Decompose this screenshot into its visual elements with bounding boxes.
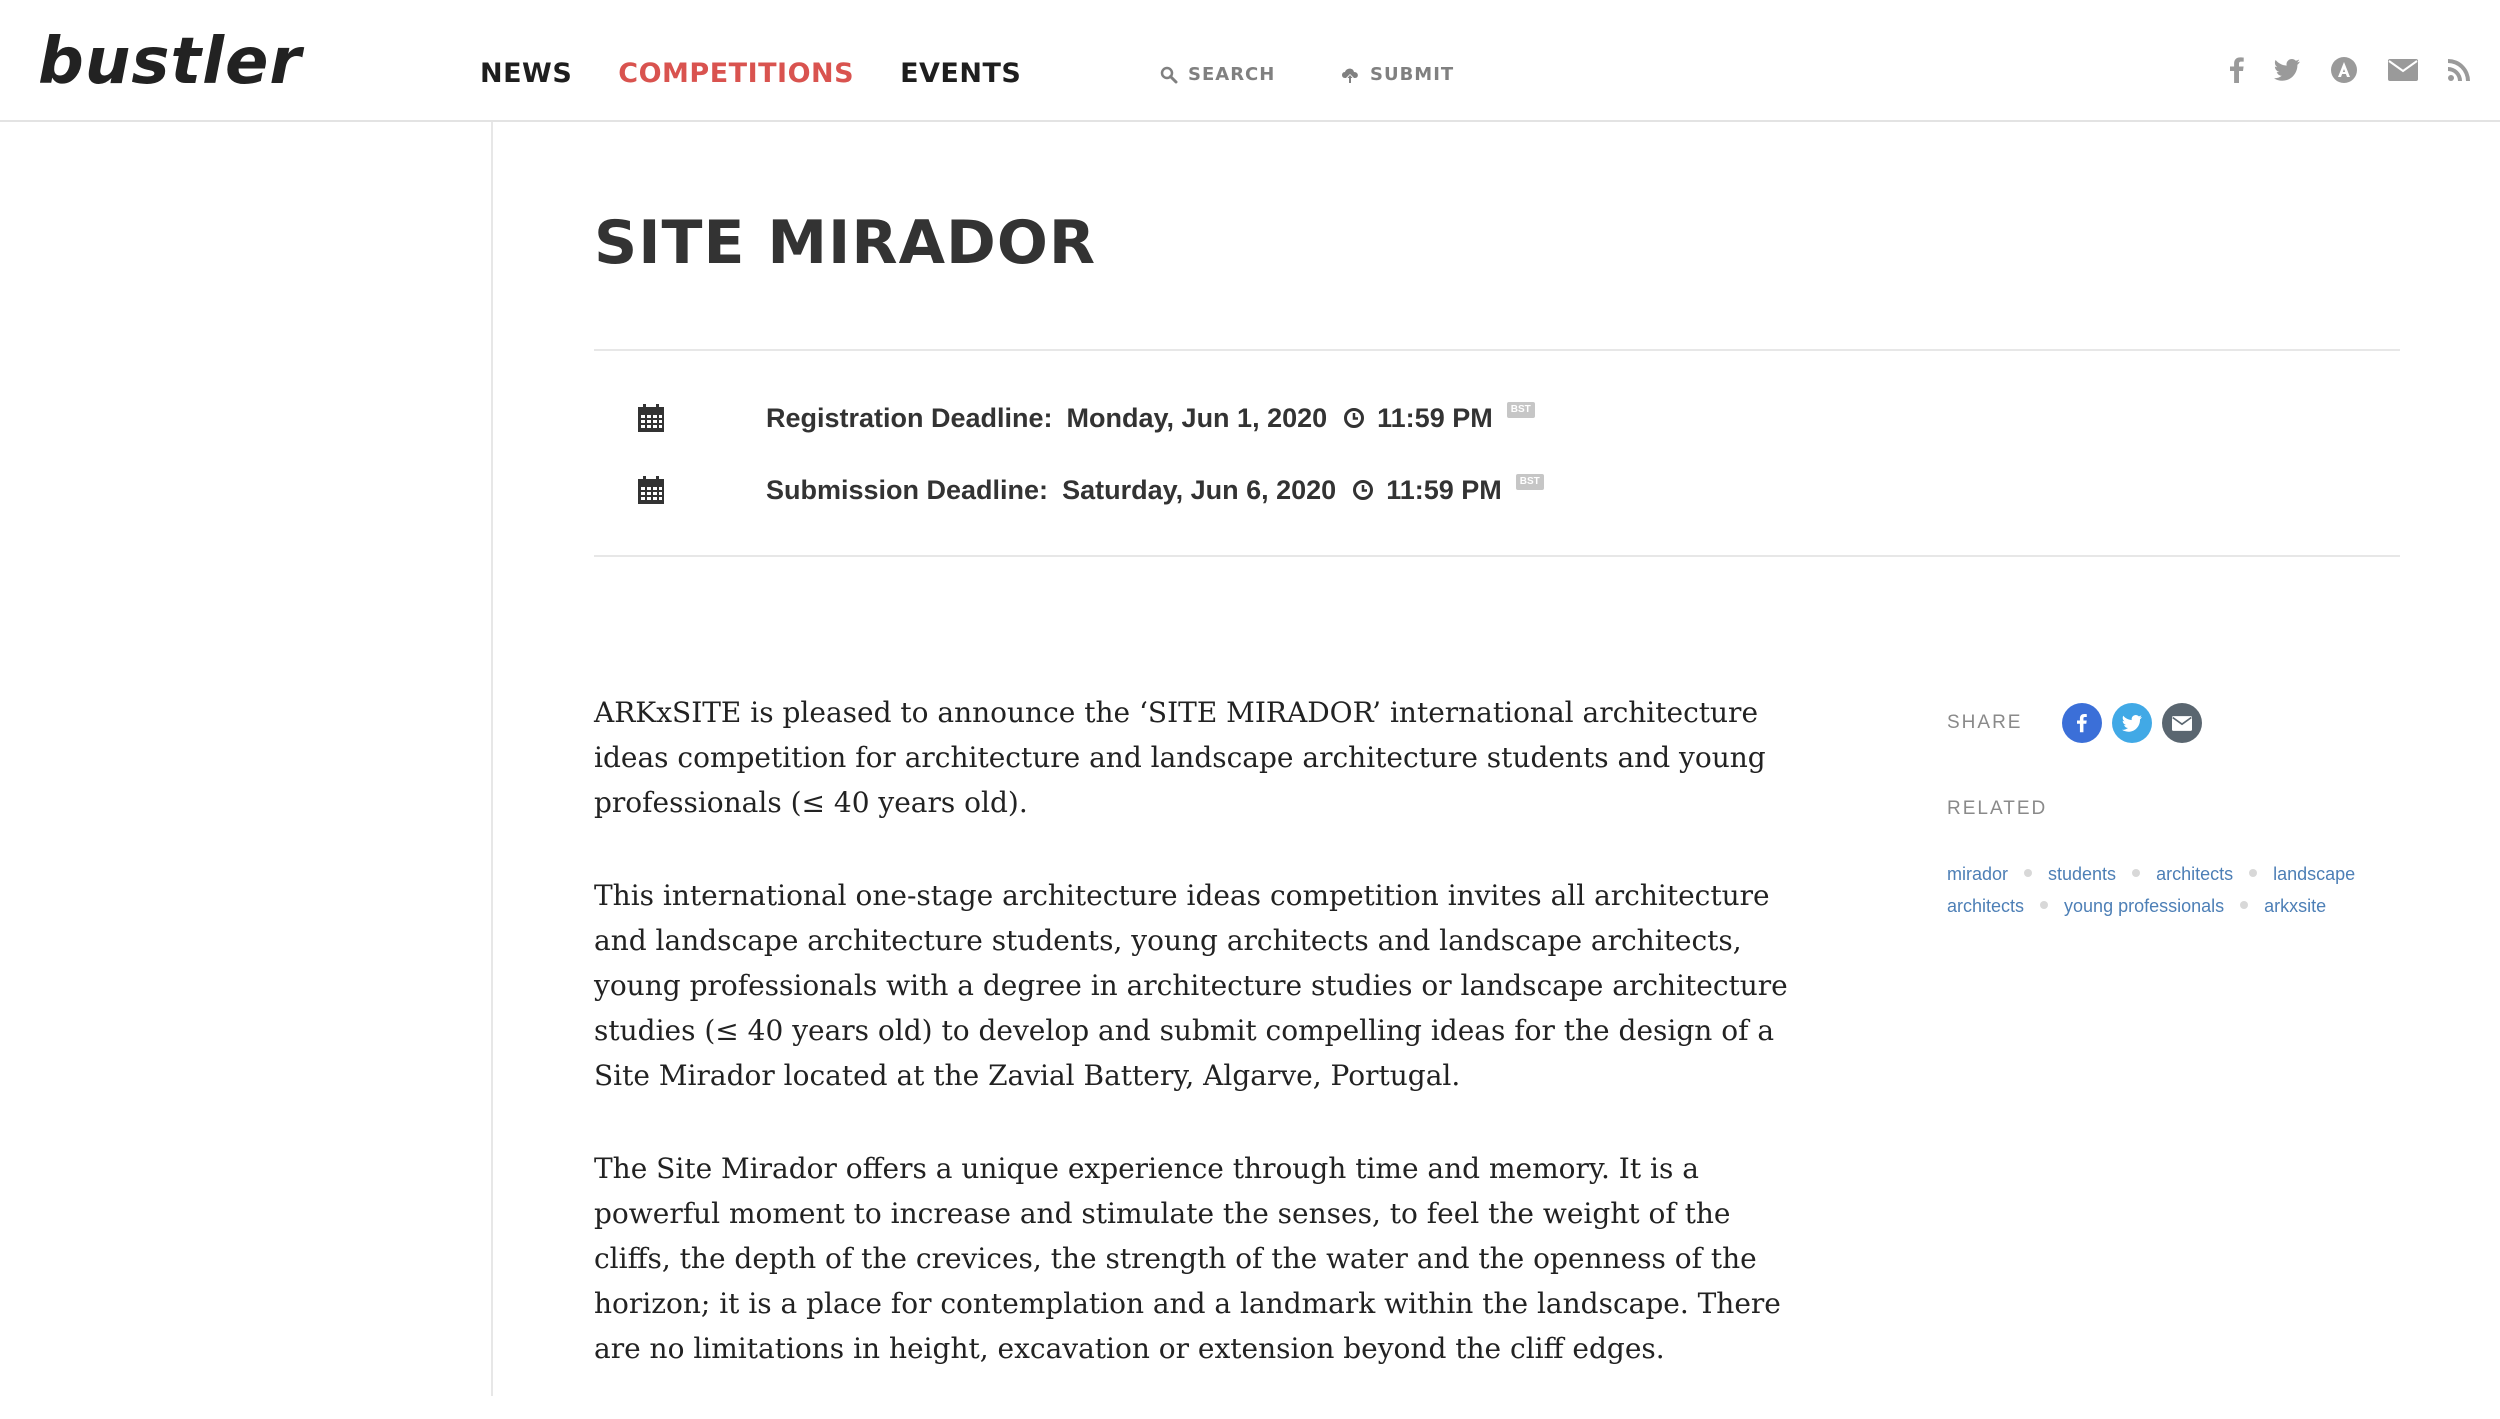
tag-link[interactable]: architects xyxy=(2156,864,2234,884)
divider-bottom xyxy=(594,555,2400,557)
deadline-date: Saturday, Jun 6, 2020 xyxy=(1062,474,1337,505)
calendar-icon xyxy=(638,404,664,432)
archdaily-icon[interactable] xyxy=(2330,56,2358,84)
upload-cloud-icon xyxy=(1340,66,1360,84)
clock-icon xyxy=(1352,479,1374,501)
submission-deadline xyxy=(594,468,1794,512)
facebook-icon[interactable] xyxy=(2230,57,2244,83)
nav-events[interactable]: EVENTS xyxy=(900,58,1022,89)
clock-icon xyxy=(1343,407,1365,429)
deadline-time: 11:59 PM xyxy=(1386,474,1502,505)
facebook-icon xyxy=(2077,713,2087,733)
related-tags xyxy=(1947,858,2367,922)
submit-label: SUBMIT xyxy=(1370,64,1455,85)
related-label: RELATED xyxy=(1947,798,2048,819)
social-links xyxy=(2230,56,2470,84)
tag-separator xyxy=(2249,869,2257,877)
sidebar-divider xyxy=(491,122,493,1396)
main-nav xyxy=(480,56,1021,92)
body-paragraph: The Site Mirador offers a unique experience through time and memory. It is a powerful moment to increase and stimulate the senses, to feel the weight of the cliffs, the depth of the crevices, the strength of the water and the openness of the horizon; it is a place for contemplation and a landmark within the landscape. There are no limitations in height, excavation or extension beyond the cliff edges. xyxy=(594,1152,1781,1365)
twitter-icon xyxy=(2122,715,2142,732)
tag-separator xyxy=(2240,901,2248,909)
timezone-badge: BST xyxy=(1507,402,1535,418)
rss-icon[interactable] xyxy=(2448,59,2470,81)
tag-link[interactable]: young professionals xyxy=(2064,896,2225,916)
deadline-time: 11:59 PM xyxy=(1377,402,1493,433)
tag-link[interactable]: mirador xyxy=(1947,864,2009,884)
calendar-icon xyxy=(638,476,664,504)
mail-icon xyxy=(2172,716,2192,731)
mail-icon[interactable] xyxy=(2388,59,2418,81)
tag-link[interactable]: arkxsite xyxy=(2264,896,2327,916)
tag-link[interactable]: landscape architects xyxy=(1947,864,2356,916)
deadline-date: Monday, Jun 1, 2020 xyxy=(1066,402,1328,433)
site-header xyxy=(0,0,2500,122)
registration-deadline xyxy=(594,396,1794,440)
share-facebook-button[interactable] xyxy=(2062,703,2102,743)
deadline-label: Registration Deadline: xyxy=(766,402,1053,433)
tag-separator xyxy=(2040,901,2048,909)
article-body xyxy=(594,690,1794,1419)
body-paragraph: ARKxSITE is pleased to announce the ‘SITE MIRADOR’ international architecture ideas competition for architecture and landscape architecture students and young professionals (≤ 40 years old). xyxy=(594,696,1766,819)
search-icon xyxy=(1160,66,1178,84)
submit-button[interactable] xyxy=(1340,64,1454,85)
share-label: SHARE xyxy=(1947,712,2023,733)
body-paragraph: This international one-stage architecture ideas competition invites all architecture and landscape architecture students, young architects and landscape architects, young professionals with a degree in architecture studies or landscape architecture studies (≤ 40 years old) to develop and submit compelling ideas for the design of a Site Mirador located at the Zavial Battery, Algarve, Portugal. xyxy=(594,879,1788,1092)
share-email-button[interactable] xyxy=(2162,703,2202,743)
twitter-icon[interactable] xyxy=(2274,59,2300,81)
divider-top xyxy=(594,349,2400,351)
tag-separator xyxy=(2132,869,2140,877)
tag-link[interactable]: students xyxy=(2048,864,2117,884)
deadline-label: Submission Deadline: xyxy=(766,474,1049,505)
share-twitter-button[interactable] xyxy=(2112,703,2152,743)
nav-news[interactable]: NEWS xyxy=(480,58,573,89)
bustler-logo[interactable]: bustler xyxy=(38,25,302,99)
tag-separator xyxy=(2024,869,2032,877)
search-label: SEARCH xyxy=(1188,64,1276,85)
share-bar xyxy=(1947,703,2212,743)
page-title: SITE MIRADOR xyxy=(594,208,1097,278)
search-button[interactable] xyxy=(1160,64,1275,85)
timezone-badge: BST xyxy=(1516,474,1544,490)
nav-competitions[interactable]: COMPETITIONS xyxy=(618,58,855,89)
